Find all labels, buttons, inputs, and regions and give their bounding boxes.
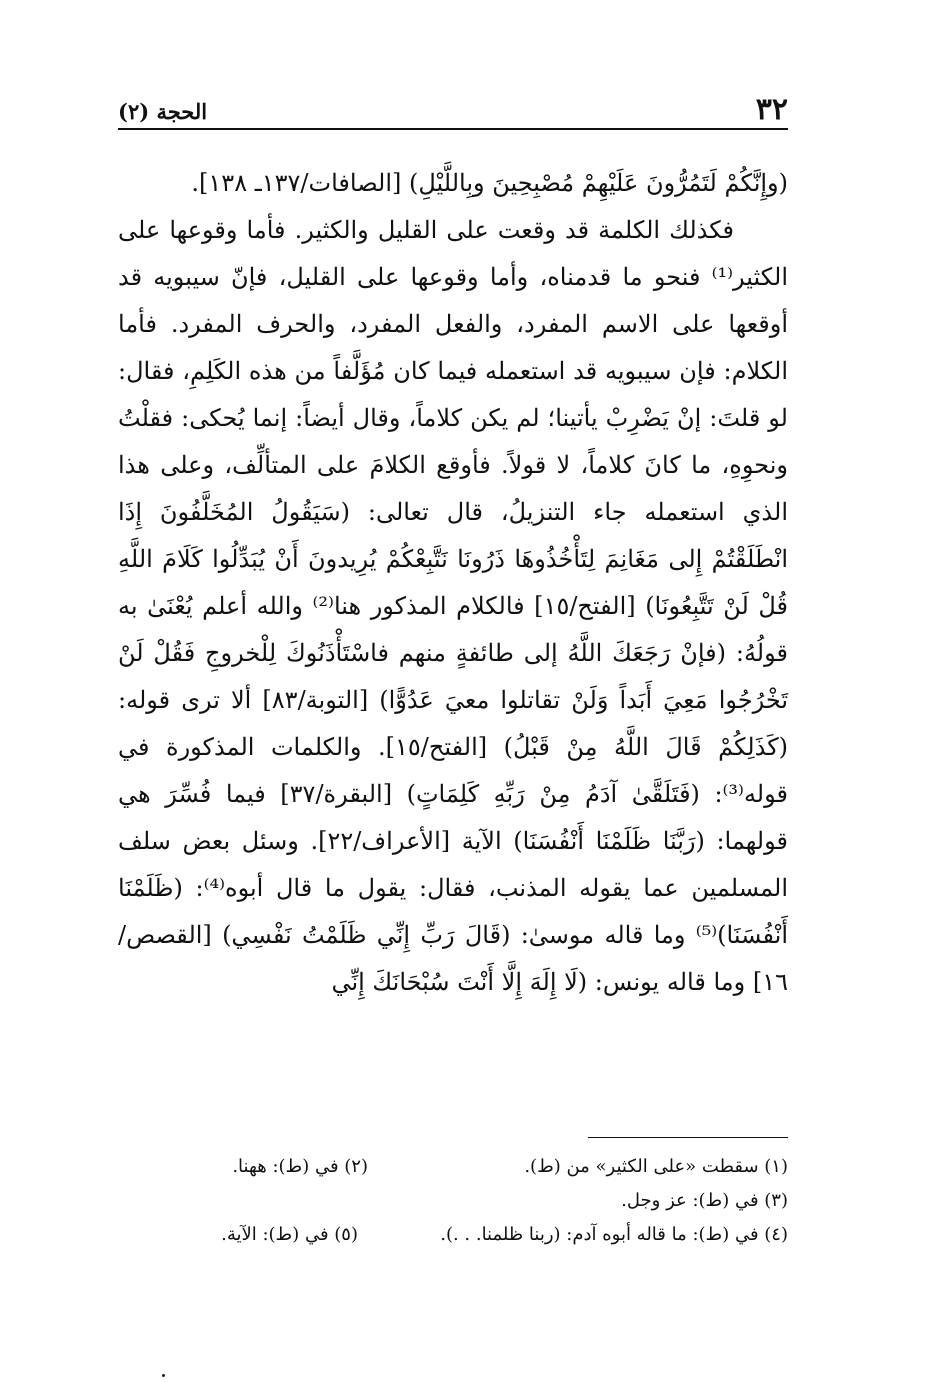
quran-verse-line: (وإِنَّكُمْ لَتَمُرُّونَ عَلَيْهِمْ مُصْبِحِينَ وبِاللَّيْلِ) [الصافات/١٣٧ـ ١٣٨]. (191, 169, 788, 197)
footnote-row (118, 1150, 788, 1184)
page-header (118, 86, 788, 126)
footnote-5: (٥) في (ط): الآية. (221, 1224, 358, 1245)
footnote-rule (588, 1137, 788, 1138)
footnote-row (118, 1218, 788, 1252)
page-number: ٣٢ (755, 92, 788, 127)
footnote-2: (٢) في (ط): ههنا. (232, 1156, 368, 1177)
footnote-row (118, 1184, 788, 1218)
footnote-4: (٤) في (ط): ما قاله أبوه آدم: (ربنا ظلمنا. . .). (440, 1224, 788, 1245)
header-rule (118, 128, 788, 130)
main-text (118, 160, 788, 1006)
body-paragraph: فكذلك الكلمة قد وقعت على القليل والكثير. فأما وقوعها على الكثير⁽¹⁾ فنحو ما قدمناه، وأما وقوعها على القليل، فإنّ سيبويه قد أوقعها على الاسم المفرد، والفعل المفرد، والحرف المفرد. فأما الكلام: فإن سيبويه قد استعمله فيما كان مُؤَلَّفاً من هذه الكَلِمِ، فقال: لو قلتَ: إنْ يَضْرِبْ يأتينا؛ لم يكن كلاماً، وقال أيضاً: إنما يُحكى: فقلْتُ ونحوِهِ، ما كانَ كلاماً، لا قولاً. فأوقع الكلامَ على المتألِّف، وعلى هذا الذي استعمله جاء التنزيلُ، قال تعالى: (سَيَقُولُ المُخَلَّفُونَ إِذَا انْطَلَقْتُمْ إِلى مَغَانِمَ لِتَأْخُذُوهَا ذَرُونَا نَتَّبِعْكُمْ يُرِيدونَ أَنْ يُبَدِّلُوا كَلَامَ اللَّهِ قُلْ لَنْ تَتَّبِعُونَا) [الفتح/١٥] فالكلام المذكور هنا⁽²⁾ والله أعلم يُعْنَىٰ به قولُهُ: (فإنْ رَجَعَكَ اللَّهُ إلى طائفةٍ منهم فاسْتَأْذَنُوكَ لِلْخروجِ فَقُلْ لَنْ تَخْرُجُوا مَعِيَ أَبَداً وَلَنْ تقاتلوا معيَ عَدُوًّا) [التوبة/٨٣] ألا ترى قوله: (كَذَلِكُمْ قَالَ اللَّهُ مِنْ قَبْلُ) [الفتح/١٥]. والكلمات المذكورة في قوله⁽³⁾: (فَتَلَقَّىٰ آدَمُ مِنْ رَبِّهِ كَلِمَاتٍ) [البقرة/٣٧] فيما فُسِّرَ هي قولهما: (رَبَّنَا ظَلَمْنَا أَنْفُسَنَا) الآية [الأعراف/٢٢]. وسئل بعض سلف المسلمين عما يقوله المذنب، فقال: يقول ما قال أبوه⁽⁴⁾: (ظَلَمْنَا أَنْفُسَنَا)⁽⁵⁾ وما قاله موسىٰ: (قَالَ رَبِّ إِنِّي ظَلَمْتُ نَفْسِي) [القصص/١٦] وما قاله يونس: (لَا إِلَهَ إِلَّا أَنْتَ سُبْحَانَكَ إِنِّي (118, 216, 789, 996)
footnote-3: (٣) في (ط): عز وجل. (621, 1190, 788, 1211)
running-title: الحجة (٢) (118, 99, 208, 124)
ink-dot (162, 1374, 165, 1377)
footnotes (118, 1150, 788, 1252)
footnote-1: (١) سقطت «على الكثير» من (ط). (524, 1156, 788, 1177)
